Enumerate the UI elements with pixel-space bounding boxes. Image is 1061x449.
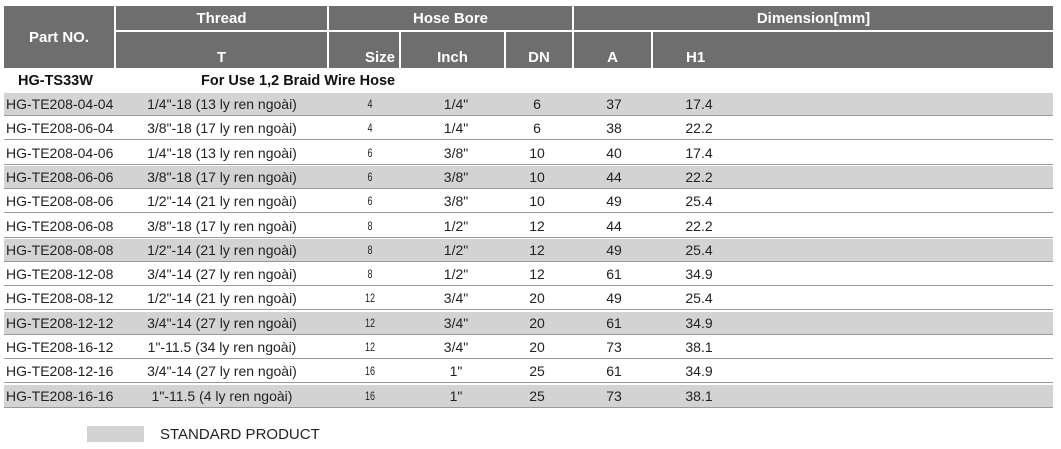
table-row bbox=[4, 360, 1053, 383]
model-use-note: For Use 1,2 Braid Wire Hose bbox=[201, 73, 396, 89]
cell-thread: 1"-11.5 (34 ly ren ngoài) bbox=[147, 339, 297, 355]
cell-part: HG-TE208-06-06 bbox=[6, 168, 114, 185]
cell-size: 4 bbox=[367, 121, 373, 136]
table-row bbox=[4, 93, 1053, 116]
cell-part: HG-TE208-12-16 bbox=[6, 363, 114, 380]
cell-a: 37 bbox=[606, 96, 622, 112]
cell-dn: 12 bbox=[529, 241, 545, 258]
cell-dn: 12 bbox=[529, 266, 545, 283]
legend-label: STANDARD PRODUCT bbox=[160, 426, 320, 443]
table-row bbox=[4, 287, 1053, 310]
cell-h1: 25.4 bbox=[685, 241, 713, 258]
cell-h1: 34.9 bbox=[685, 314, 713, 331]
cell-h1: 34.9 bbox=[685, 363, 713, 380]
header-a bbox=[574, 32, 651, 68]
cell-thread: 3/4"-14 (27 ly ren ngoài) bbox=[147, 314, 297, 331]
header-hose-bore-label: Hose Bore bbox=[412, 9, 489, 27]
header-dimension bbox=[574, 6, 1053, 30]
table-row bbox=[4, 215, 1053, 238]
table-row bbox=[4, 385, 1053, 408]
cell-thread: 1/4"-18 (13 ly ren ngoài) bbox=[147, 144, 297, 161]
cell-inch: 3/4" bbox=[443, 290, 469, 307]
cell-inch: 1" bbox=[449, 363, 463, 380]
header-t-label: T bbox=[216, 49, 227, 66]
cell-part: HG-TE208-06-08 bbox=[6, 217, 114, 234]
cell-size: 4 bbox=[367, 97, 373, 111]
cell-a: 44 bbox=[606, 217, 622, 234]
header-part-no-label: Part NO. bbox=[28, 28, 89, 46]
table-row bbox=[4, 336, 1053, 359]
cell-thread: 1/4"-18 (13 ly ren ngoài) bbox=[147, 96, 297, 112]
cell-a: 38 bbox=[606, 120, 622, 137]
header-thread-label: Thread bbox=[196, 9, 247, 27]
cell-thread: 3/8"-18 (17 ly ren ngoài) bbox=[147, 168, 297, 185]
cell-dn: 12 bbox=[529, 217, 545, 234]
table-row bbox=[4, 239, 1053, 262]
cell-inch: 1/4" bbox=[443, 120, 469, 137]
cell-h1: 22.2 bbox=[685, 168, 713, 185]
cell-part: HG-TE208-08-08 bbox=[6, 241, 114, 258]
table-row bbox=[4, 117, 1053, 140]
table-row bbox=[4, 166, 1053, 189]
header-hose-bore bbox=[329, 6, 572, 30]
table-row bbox=[4, 312, 1053, 335]
table-row bbox=[4, 263, 1053, 286]
cell-size: 6 bbox=[367, 194, 373, 209]
cell-h1: 22.2 bbox=[685, 217, 713, 234]
cell-h1: 34.9 bbox=[685, 266, 713, 283]
cell-size: 8 bbox=[367, 267, 373, 282]
cell-h1: 22.2 bbox=[685, 120, 713, 137]
cell-h1: 25.4 bbox=[685, 290, 713, 307]
cell-inch: 3/4" bbox=[443, 314, 469, 331]
table-row bbox=[4, 190, 1053, 213]
header-a-label: A bbox=[607, 49, 618, 66]
cell-part: HG-TE208-16-16 bbox=[6, 387, 114, 404]
cell-thread: 1/2"-14 (21 ly ren ngoài) bbox=[147, 241, 297, 258]
header-h1-label: H1 bbox=[686, 49, 706, 66]
cell-inch: 3/8" bbox=[443, 168, 469, 185]
cell-a: 73 bbox=[606, 387, 622, 404]
cell-size: 12 bbox=[364, 340, 376, 354]
cell-part: HG-TE208-12-12 bbox=[6, 314, 114, 331]
cell-dn: 6 bbox=[533, 120, 541, 137]
cell-size: 8 bbox=[367, 242, 373, 257]
cell-a: 73 bbox=[606, 339, 622, 355]
cell-size: 16 bbox=[364, 388, 376, 403]
cell-inch: 1/2" bbox=[443, 217, 469, 234]
cell-thread: 1/2"-14 (21 ly ren ngoài) bbox=[147, 290, 297, 307]
cell-part: HG-TE208-08-12 bbox=[6, 290, 114, 307]
cell-inch: 1/4" bbox=[443, 96, 469, 112]
cell-size: 12 bbox=[364, 315, 376, 330]
cell-part: HG-TE208-12-08 bbox=[6, 266, 114, 283]
cell-h1: 38.1 bbox=[685, 387, 713, 404]
cell-h1: 17.4 bbox=[685, 96, 713, 112]
cell-a: 61 bbox=[606, 266, 622, 283]
cell-a: 49 bbox=[606, 241, 622, 258]
cell-h1: 25.4 bbox=[685, 193, 713, 210]
cell-thread: 3/4"-14 (27 ly ren ngoài) bbox=[147, 266, 297, 283]
cell-dn: 20 bbox=[529, 314, 545, 331]
header-size bbox=[329, 32, 399, 68]
cell-h1: 17.4 bbox=[685, 144, 713, 161]
cell-inch: 1/2" bbox=[443, 266, 469, 283]
header-dn-label: DN bbox=[528, 49, 550, 66]
header-dimension-label: Dimension[mm] bbox=[756, 9, 871, 27]
table-row bbox=[4, 142, 1053, 165]
cell-part: HG-TE208-06-04 bbox=[6, 120, 114, 137]
cell-a: 49 bbox=[606, 193, 622, 210]
cell-inch: 3/8" bbox=[443, 144, 469, 161]
header-h1 bbox=[653, 32, 1053, 68]
cell-part: HG-TE208-04-04 bbox=[6, 96, 114, 112]
cell-inch: 3/4" bbox=[443, 339, 469, 355]
cell-dn: 10 bbox=[529, 144, 545, 161]
cell-inch: 3/8" bbox=[443, 193, 469, 210]
cell-a: 61 bbox=[606, 363, 622, 380]
cell-dn: 6 bbox=[533, 96, 541, 112]
cell-dn: 10 bbox=[529, 168, 545, 185]
cell-dn: 20 bbox=[529, 339, 545, 355]
cell-h1: 38.1 bbox=[685, 339, 713, 355]
cell-dn: 10 bbox=[529, 193, 545, 210]
cell-size: 8 bbox=[367, 218, 373, 233]
legend-swatch bbox=[87, 426, 144, 442]
cell-size: 6 bbox=[367, 145, 373, 160]
cell-dn: 20 bbox=[529, 290, 545, 307]
model-name: HG-TS33W bbox=[18, 73, 93, 89]
header-thread bbox=[116, 6, 327, 30]
header-size-label: Size bbox=[364, 49, 395, 66]
cell-size: 12 bbox=[364, 291, 376, 306]
cell-dn: 25 bbox=[529, 363, 545, 380]
cell-inch: 1/2" bbox=[443, 241, 469, 258]
cell-a: 49 bbox=[606, 290, 622, 307]
cell-a: 61 bbox=[606, 314, 622, 331]
cell-size: 16 bbox=[364, 364, 376, 379]
cell-thread: 3/8"-18 (17 ly ren ngoài) bbox=[147, 217, 297, 234]
cell-thread: 1"-11.5 (4 ly ren ngoài) bbox=[151, 387, 293, 404]
cell-dn: 25 bbox=[529, 387, 545, 404]
header-dn bbox=[506, 32, 572, 68]
header-inch-label: Inch bbox=[437, 49, 468, 66]
cell-thread: 3/4"-14 (27 ly ren ngoài) bbox=[147, 363, 297, 380]
cell-a: 40 bbox=[606, 144, 622, 161]
cell-part: HG-TE208-08-06 bbox=[6, 193, 114, 210]
cell-inch: 1" bbox=[449, 387, 463, 404]
cell-thread: 3/8"-18 (17 ly ren ngoài) bbox=[147, 120, 297, 137]
header-t bbox=[116, 32, 327, 68]
cell-part: HG-TE208-16-12 bbox=[6, 339, 114, 355]
cell-part: HG-TE208-04-06 bbox=[6, 144, 114, 161]
header-part-no bbox=[4, 6, 114, 68]
cell-thread: 1/2"-14 (21 ly ren ngoài) bbox=[147, 193, 297, 210]
cell-size: 6 bbox=[367, 169, 373, 184]
cell-a: 44 bbox=[606, 168, 622, 185]
header-inch bbox=[401, 32, 504, 68]
